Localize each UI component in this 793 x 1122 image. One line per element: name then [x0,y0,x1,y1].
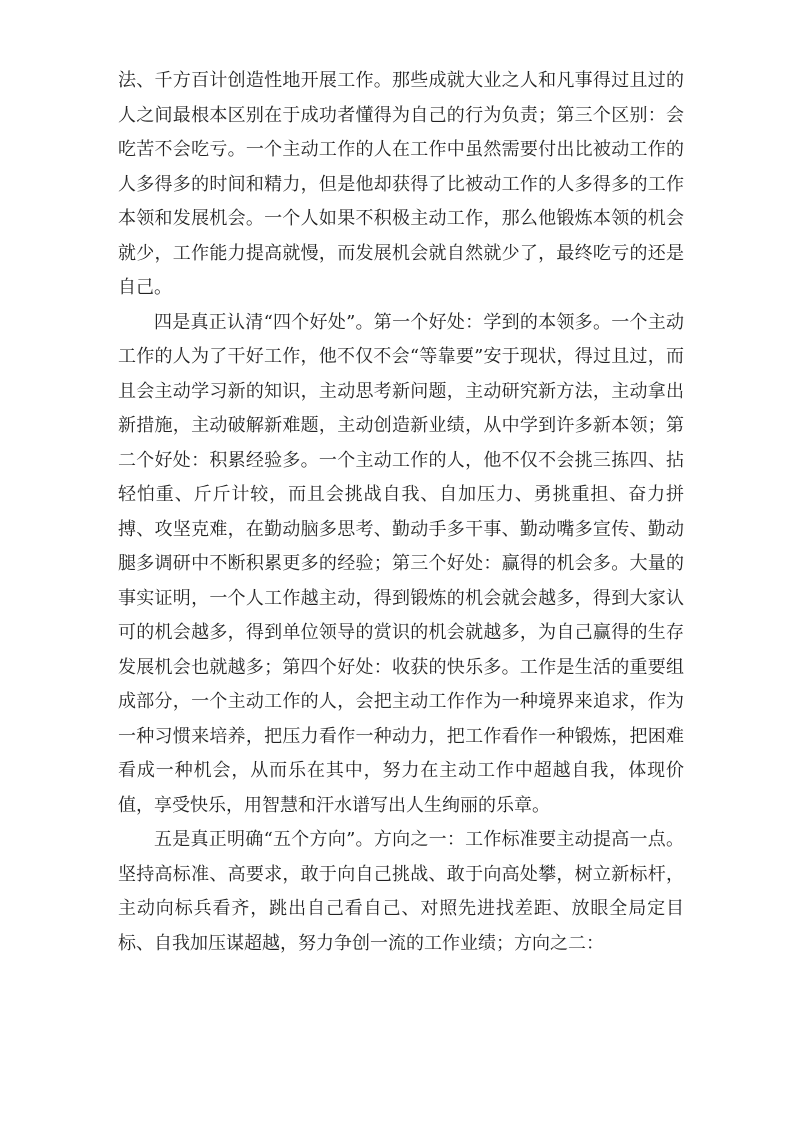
document-body [118,64,684,961]
paragraph-continuation: 法、千方百计创造性地开展工作。那些成就大业之人和凡事得过且过的人之间最根本区别在于成功者懂得为自己的行为负责；第三个区别：会吃苦不会吃亏。一个主动工作的人在工作中虽然需要付出比被动工作的人多得多的时间和精力，但是他却获得了比被动工作的人多得多的工作本领和发展机会。一个人如果不积极主动工作，那么他锻炼本领的机会就少，工作能力提高就慢，而发展机会就自然就少了，最终吃亏的还是自己。 [118,70,684,298]
paragraph-four-benefits: 四是真正认清“四个好处”。第一个好处：学到的本领多。一个主动工作的人为了干好工作，他不仅不会“等靠要”安于现状，得过且过，而且会主动学习新的知识，主动思考新问题，主动研究新方法，主动拿出新措施，主动破解新难题，主动创造新业绩，从中学到许多新本领；第二个好处：积累经验多。一个主动工作的人，他不仅不会挑三拣四、拈轻怕重、斤斤计较，而且会挑战自我、自加压力、勇挑重担、奋力拼搏、攻坚克难，在勤动脑多思考、勤动手多干事、勤动嘴多宣传、勤动腿多调研中不断积累更多的经验；第三个好处：赢得的机会多。大量的事实证明，一个人工作越主动，得到锻炼的机会就会越多，得到大家认可的机会越多，得到单位领导的赏识的机会就越多，为自己赢得的生存发展机会也就越多；第四个好处：收获的快乐多。工作是生活的重要组成部分，一个主动工作的人，会把主动工作作为一种境界来追求，作为一种习惯来培养，把压力看作一种动力，把工作看作一种锻炼，把困难看成一种机会，从而乐在其中，努力在主动工作中超越自我，体现价值，享受快乐，用智慧和汗水谱写出人生绚丽的乐章。 [118,311,684,816]
paragraph-five-directions: 五是真正明确“五个方向”。方向之一：工作标准要主动提高一点。坚持高标准、高要求，敢于向自己挑战、敢于向高处攀，树立新标杆，主动向标兵看齐，跳出自己看自己、对照先进找差距、放眼全局定目标、自我加压谋超越，努力争创一流的工作业绩；方向之二： [118,829,684,954]
